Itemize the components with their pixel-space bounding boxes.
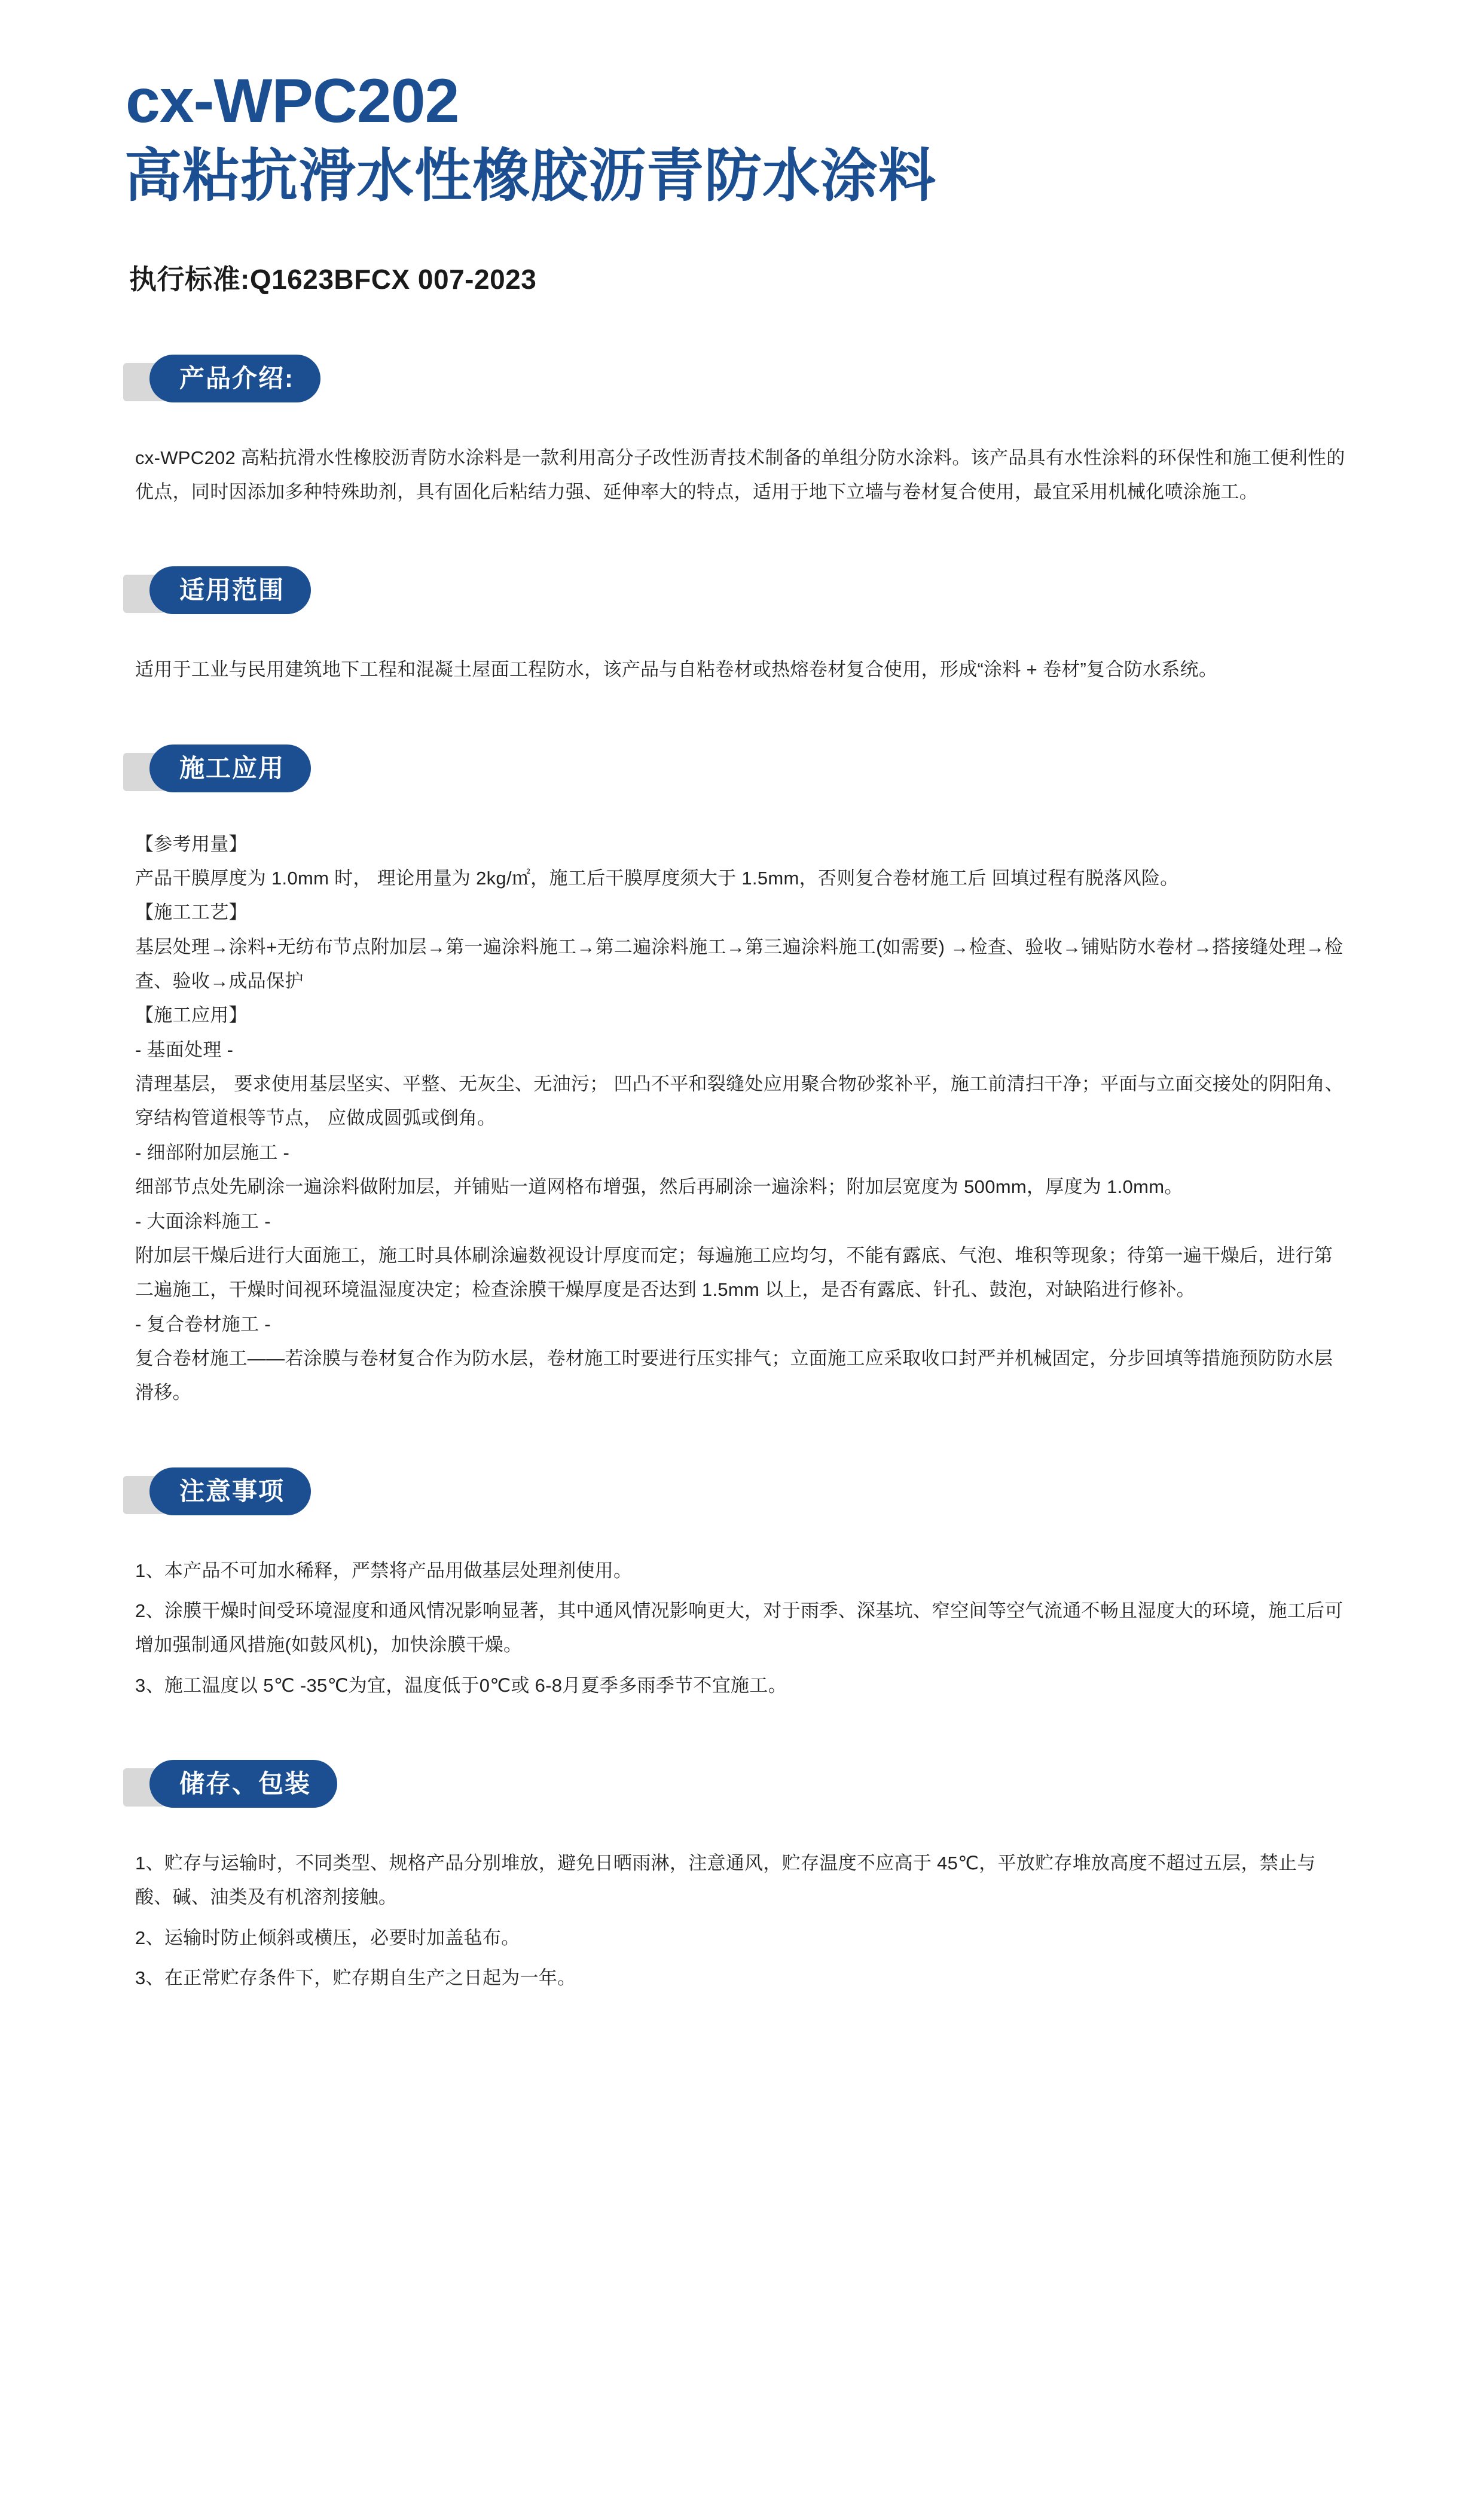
- section-precautions: [102, 1467, 1382, 1702]
- paragraph: 清理基层， 要求使用基层坚实、平整、无灰尘、无油污； 凹凸不平和裂缝处应用聚合物砂浆补平，施工前清扫干净；平面与立面交接处的阴阳角、穿结构管道根等节点， 应做成圆弧或倒角。: [135, 1073, 1344, 1129]
- section-body: [135, 1554, 1349, 1702]
- section-title: 适用范围: [179, 576, 285, 605]
- paragraph: 附加层干燥后进行大面施工，施工时具体刷涂遍数视设计厚度而定；每遍施工应均匀，不能有露底、气泡、堆积等现象；待第一遍干燥后，进行第二遍施工，干燥时间视环境温湿度决定；检查涂膜干燥厚度是否达到 1.5mm 以上，是否有露底、针孔、鼓泡，对缺陷进行修补。: [135, 1244, 1333, 1301]
- list-item: 1、本产品不可加水稀释，严禁将产品用做基层处理剂使用。: [135, 1560, 633, 1581]
- section-title: 储存、包装: [179, 1769, 312, 1798]
- list-item: 2、运输时防止倾斜或横压，必要时加盖毡布。: [135, 1927, 520, 1948]
- section-title: 产品介绍:: [179, 364, 294, 392]
- heading-pill: [149, 355, 320, 402]
- heading-pill: [149, 1467, 311, 1515]
- paragraph: 【参考用量】: [135, 833, 248, 855]
- list-item: 3、在正常贮存条件下，贮存期自生产之日起为一年。: [135, 1967, 576, 1988]
- paragraph: - 大面涂料施工 -: [135, 1210, 271, 1232]
- section-title: 注意事项: [179, 1476, 285, 1505]
- section-heading: [123, 355, 1382, 410]
- paragraph: cx-WPC202 高粘抗滑水性橡胶沥青防水涂料是一款利用高分子改性沥青技术制备的单组分防水涂料。该产品具有水性涂料的环保性和施工便利性的优点，同时因添加多种特殊助剂，具有固化后粘结力强、延伸率大的特点，适用于地下立墙与卷材复合使用，最宜采用机械化喷涂施工。: [135, 447, 1345, 503]
- section-body: [135, 827, 1349, 1410]
- standard-code: 执行标准:Q1623BFCX 007-2023: [129, 263, 537, 295]
- section-heading: [123, 1760, 1382, 1815]
- section-product-intro: [102, 355, 1382, 509]
- section-application-scope: [102, 566, 1382, 686]
- section-body: [135, 1846, 1349, 1995]
- paragraph: - 细部附加层施工 -: [135, 1142, 290, 1163]
- product-code: cx-WPC202: [126, 66, 459, 136]
- paragraph: 适用于工业与民用建筑地下工程和混凝土屋面工程防水，该产品与自粘卷材或热熔卷材复合使用，形成“涂料 + 卷材”复合防水系统。: [135, 659, 1218, 681]
- section-heading: [123, 1467, 1382, 1522]
- section-storage-packaging: [102, 1760, 1382, 1995]
- paragraph: 复合卷材施工——若涂膜与卷材复合作为防水层，卷材施工时要进行压实排气；立面施工应采取收口封严并机械固定，分步回填等措施预防防水层滑移。: [135, 1347, 1333, 1403]
- paragraph: - 基面处理 -: [135, 1039, 234, 1060]
- heading-pill: [149, 745, 311, 792]
- section-body: [135, 652, 1349, 686]
- paragraph: 产品干膜厚度为 1.0mm 时， 理论用量为 2kg/㎡，施工后干膜厚度须大于 1.5mm，否则复合卷材施工后 回填过程有脱落风险。: [135, 868, 1179, 889]
- section-body: [135, 441, 1349, 509]
- list-item: 3、施工温度以 5℃ -35℃为宜，温度低于0℃或 6-8月夏季多雨季节不宜施工。: [135, 1674, 787, 1696]
- paragraph: 【施工工艺】: [135, 902, 248, 923]
- heading-pill: [149, 1760, 337, 1808]
- paragraph: 【施工应用】: [135, 1005, 248, 1026]
- heading-pill: [149, 566, 311, 614]
- paragraph: 基层处理→涂料+无纺布节点附加层→第一遍涂料施工→第二遍涂料施工→第三遍涂料施工(如需要) →检查、验收→铺贴防水卷材→搭接缝处理→检查、验收→成品保护: [135, 936, 1343, 992]
- section-construction-application: [102, 745, 1382, 1410]
- section-heading: [123, 745, 1382, 800]
- paragraph: - 复合卷材施工 -: [135, 1313, 271, 1335]
- page-title: 高粘抗滑水性橡胶沥青防水涂料: [124, 144, 936, 208]
- section-title: 施工应用: [179, 753, 285, 782]
- document-header: [102, 66, 1382, 297]
- list-item: 2、涂膜干燥时间受环境湿度和通风情况影响显著，其中通风情况影响更大，对于雨季、深基坑、窄空间等空气流通不畅且湿度大的环境，施工后可增加强制通风措施(如鼓风机)，加快涂膜干燥。: [135, 1600, 1343, 1656]
- paragraph: 细部节点处先刷涂一遍涂料做附加层，并铺贴一道网格布增强，然后再刷涂一遍涂料；附加层宽度为 500mm，厚度为 1.0mm。: [135, 1176, 1183, 1198]
- list-item: 1、贮存与运输时，不同类型、规格产品分别堆放，避免日晒雨淋，注意通风，贮存温度不应高于 45℃，平放贮存堆放高度不超过五层，禁止与酸、碱、油类及有机溶剂接触。: [135, 1852, 1316, 1908]
- section-heading: [123, 566, 1382, 621]
